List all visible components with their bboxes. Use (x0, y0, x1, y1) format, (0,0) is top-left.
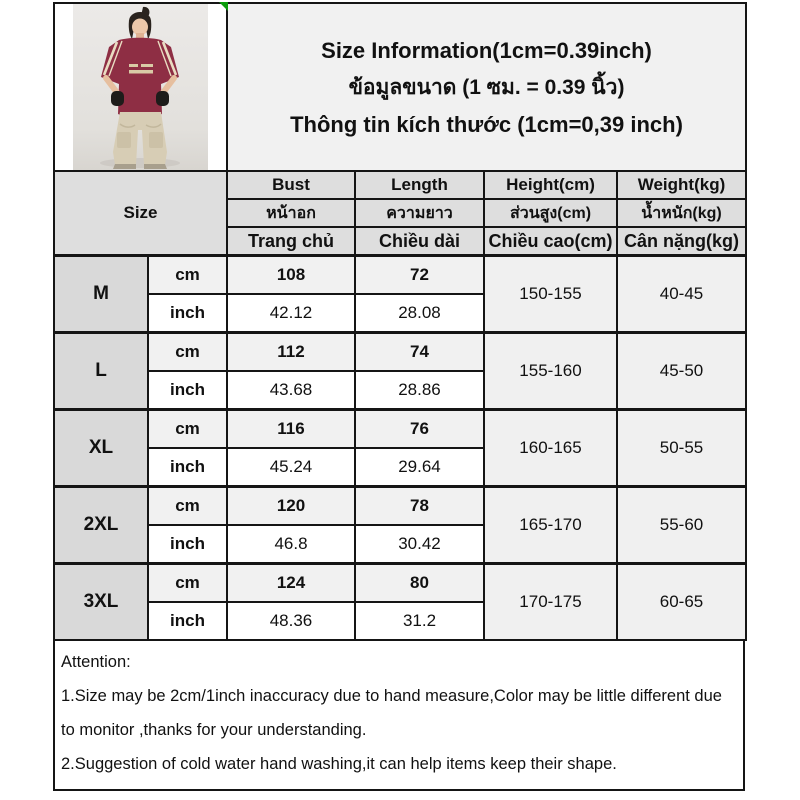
unit-label: inch (148, 294, 227, 333)
height-range: 170-175 (484, 564, 617, 641)
size-header-cell: Size (54, 171, 227, 256)
size-table (53, 2, 747, 641)
attention-note (53, 641, 745, 791)
weight-range: 50-55 (617, 410, 746, 487)
title-vietnamese: Thông tin kích thước (1cm=0,39 inch) (290, 111, 683, 137)
length-value: 28.86 (355, 371, 484, 410)
weight-range: 60-65 (617, 564, 746, 641)
title-cell (227, 3, 746, 171)
unit-label: inch (148, 525, 227, 564)
bust-value: 108 (227, 256, 355, 295)
bust-value: 48.36 (227, 602, 355, 640)
length-value: 31.2 (355, 602, 484, 640)
unit-label: cm (148, 256, 227, 295)
bust-value: 116 (227, 410, 355, 449)
unit-label: inch (148, 371, 227, 410)
col-header-bust-vi: Trang chủ (227, 227, 355, 256)
col-header-weight-vi: Cân nặng(kg) (617, 227, 746, 256)
bust-value: 124 (227, 564, 355, 603)
comment-marker-triangle (219, 2, 228, 11)
product-photo-cell (54, 3, 227, 171)
unit-label: inch (148, 602, 227, 640)
table-row-3xl-cm (54, 564, 746, 603)
weight-range: 40-45 (617, 256, 746, 333)
length-value: 76 (355, 410, 484, 449)
table-row-l-cm (54, 333, 746, 372)
table-row-m-cm (54, 256, 746, 295)
size-label: M (54, 256, 148, 333)
unit-label: inch (148, 448, 227, 487)
height-range: 155-160 (484, 333, 617, 410)
size-label: 3XL (54, 564, 148, 641)
length-value: 78 (355, 487, 484, 526)
attention-heading: Attention: (61, 653, 131, 671)
col-header-height-th: ส่วนสูง(cm) (484, 199, 617, 227)
bust-value: 120 (227, 487, 355, 526)
col-header-length-en: Length (355, 171, 484, 199)
col-header-height-vi: Chiều cao(cm) (484, 227, 617, 256)
length-value: 28.08 (355, 294, 484, 333)
col-header-bust-en: Bust (227, 171, 355, 199)
bust-value: 45.24 (227, 448, 355, 487)
unit-label: cm (148, 410, 227, 449)
bust-value: 42.12 (227, 294, 355, 333)
table-row-xl-cm (54, 410, 746, 449)
weight-range: 45-50 (617, 333, 746, 410)
col-header-height-en: Height(cm) (484, 171, 617, 199)
length-value: 74 (355, 333, 484, 372)
title-thai: ข้อมูลขนาด (1 ซม. = 0.39 นิ้ว) (348, 75, 625, 99)
length-value: 80 (355, 564, 484, 603)
height-range: 150-155 (484, 256, 617, 333)
bust-value: 112 (227, 333, 355, 372)
unit-label: cm (148, 564, 227, 603)
top-row (54, 3, 746, 171)
header-row-english (54, 171, 746, 199)
size-sheet (53, 2, 747, 791)
height-range: 160-165 (484, 410, 617, 487)
length-value: 29.64 (355, 448, 484, 487)
height-range: 165-170 (484, 487, 617, 564)
size-label: 2XL (54, 487, 148, 564)
title-english: Size Information(1cm=0.39inch) (321, 37, 652, 63)
size-label: L (54, 333, 148, 410)
col-header-bust-th: หน้าอก (227, 199, 355, 227)
attention-note-2: 2.Suggestion of cold water hand washing,it can help items keep their shape. (61, 755, 617, 773)
col-header-weight-th: น้ำหนัก(kg) (617, 199, 746, 227)
col-header-length-vi: Chiều dài (355, 227, 484, 256)
col-header-weight-en: Weight(kg) (617, 171, 746, 199)
attention-note-1: 1.Size may be 2cm/1inch inaccuracy due to hand measure,Color may be little different due to monitor ,thanks for your understanding. (61, 687, 722, 739)
unit-label: cm (148, 487, 227, 526)
length-value: 30.42 (355, 525, 484, 564)
product-photo (73, 4, 208, 170)
bust-value: 43.68 (227, 371, 355, 410)
weight-range: 55-60 (617, 487, 746, 564)
length-value: 72 (355, 256, 484, 295)
bust-value: 46.8 (227, 525, 355, 564)
unit-label: cm (148, 333, 227, 372)
size-label: XL (54, 410, 148, 487)
col-header-length-th: ความยาว (355, 199, 484, 227)
table-row-2xl-cm (54, 487, 746, 526)
